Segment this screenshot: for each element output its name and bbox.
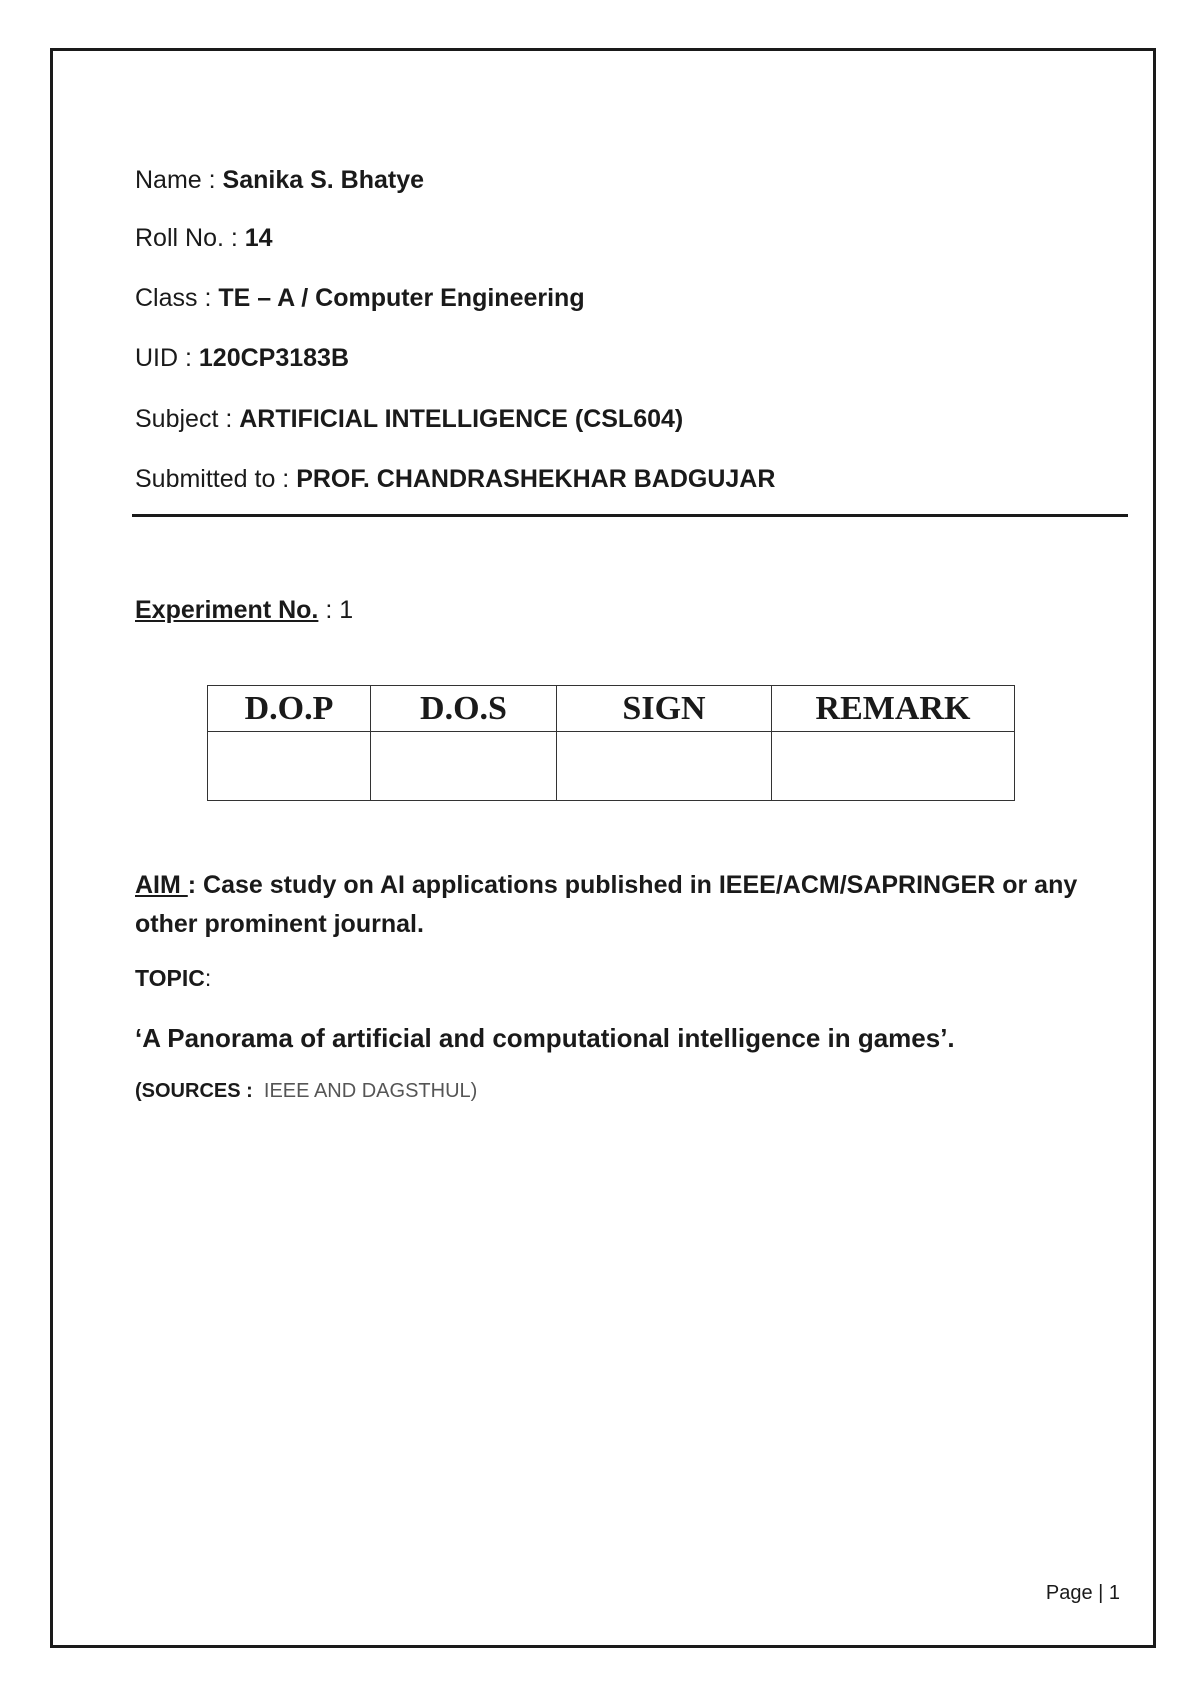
topic-label: TOPIC <box>135 965 205 991</box>
subject-value: ARTIFICIAL INTELLIGENCE (CSL604) <box>239 405 684 433</box>
uid-value: 120CP3183B <box>198 344 350 372</box>
uid-label: UID : <box>135 344 199 372</box>
roll-line <box>135 223 273 253</box>
topic-line <box>135 963 211 993</box>
name-line <box>135 165 424 195</box>
marks-header-row <box>208 686 1015 732</box>
uid-line <box>135 343 349 373</box>
sources-text: IEEE AND DAGSTHUL) <box>252 1080 478 1102</box>
sources-line <box>135 1078 477 1104</box>
name-label: Name : <box>135 166 223 194</box>
marks-entry-row <box>208 732 1015 801</box>
roll-label: Roll No. : <box>135 224 245 252</box>
header-divider <box>132 514 1128 517</box>
aim-text: : Case study on AI applications published in IEEE/ACM/SAPRINGER or any other prominent journal. <box>135 871 1078 938</box>
subject-line <box>135 404 683 434</box>
experiment-line <box>135 595 353 625</box>
submitted-label: Submitted to : <box>135 465 297 493</box>
header-remark: REMARK <box>772 686 1015 732</box>
marks-table <box>207 685 1015 801</box>
cell-dos <box>371 732 557 801</box>
cell-dop <box>208 732 371 801</box>
experiment-label: Experiment No. <box>135 596 319 624</box>
experiment-separator: : <box>318 596 340 624</box>
submitted-line <box>135 464 775 494</box>
cell-sign <box>557 732 772 801</box>
header-sign: SIGN <box>557 686 772 732</box>
page-number: Page | 1 <box>1045 1582 1120 1604</box>
header-dop: D.O.P <box>208 686 371 732</box>
name-value: Sanika S. Bhatye <box>222 166 425 194</box>
class-label: Class : <box>135 284 219 312</box>
aim-paragraph <box>135 866 1135 944</box>
roll-value: 14 <box>244 224 273 252</box>
submitted-value: PROF. CHANDRASHEKHAR BADGUJAR <box>296 465 776 493</box>
header-dos: D.O.S <box>371 686 557 732</box>
class-value: TE – A / Computer Engineering <box>218 284 585 312</box>
experiment-value: 1 <box>339 596 354 624</box>
sources-label: (SOURCES : <box>135 1080 253 1102</box>
class-line <box>135 283 585 313</box>
subject-label: Subject : <box>135 405 240 433</box>
cell-remark <box>772 732 1015 801</box>
aim-label: AIM <box>135 871 188 899</box>
topic-title: ‘A Panorama of artificial and computational intelligence in games’. <box>135 1023 955 1053</box>
topic-separator: : <box>204 965 212 991</box>
